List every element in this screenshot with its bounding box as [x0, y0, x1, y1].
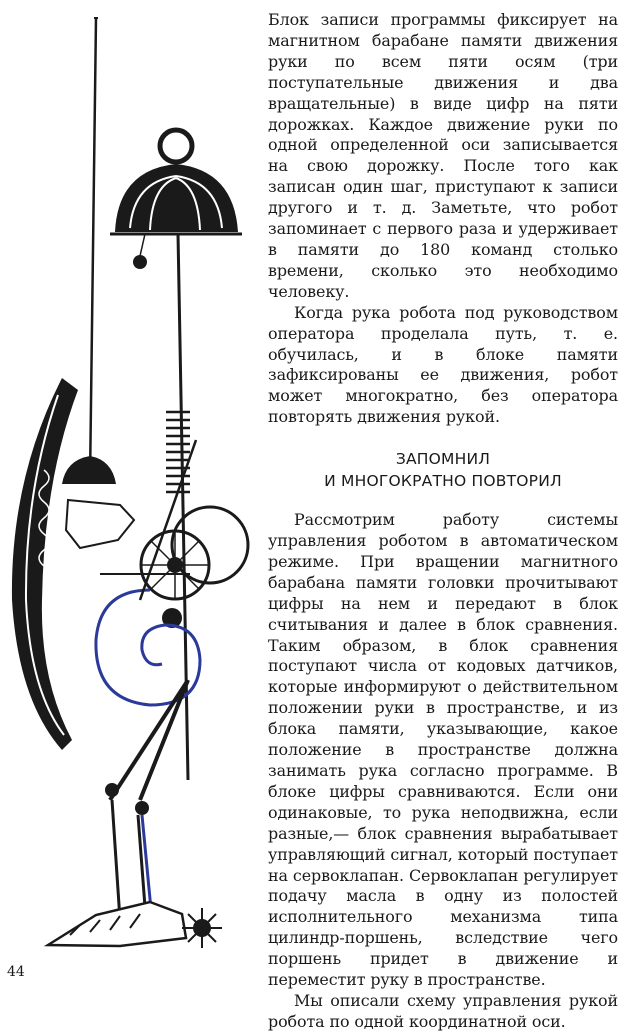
article-text	[268, 10, 618, 1033]
paragraph-program-recording: Блок записи программы фиксирует на магнитном барабане памяти движения руки по всем пяти осям (три поступательные движения и два вращательные) в виде цифр на пяти дорожках. Каждое движение руки по одной определенной оси записывается на свою дорожку. После того как записан один шаг, приступают к записи другого и т. д. Заметьте, что робот запоминает с первого раза и удерживает в памяти до 180 команд столько времени, сколько это необходимо человеку.	[268, 10, 618, 301]
spring	[166, 412, 190, 492]
bell-helmet	[115, 164, 238, 232]
section-heading	[268, 448, 618, 492]
lance	[90, 18, 96, 480]
robot-knight-illustration	[0, 0, 268, 965]
helmet-ring	[160, 130, 192, 162]
armored-boot	[48, 902, 186, 946]
heading-line-1: ЗАПОМНИЛ	[395, 450, 491, 469]
shield	[12, 378, 78, 750]
paragraph-robot-learning: Когда рука робота под руководством оператора проделала путь, т. е. обучилась, и в блоке памяти зафиксированы ее движения, робот может многократно, без оператора повторять движения рукой.	[268, 302, 618, 427]
page-number: 44	[7, 964, 25, 980]
paragraph-control-scheme: Мы описали схему управления рукой робота по одной координатной оси.	[268, 990, 618, 1031]
paragraph-automatic-mode: Рассмотрим работу системы управления роботом в автоматическом режиме. При вращении магнитного барабана памяти головки прочитывают цифры на нем и передают в блок считывания и далее в блок сравнения. Таким образом, в блок сравнения поступают числа от кодовых датчиков, которые информируют о действительном положении руки в пространстве, и из блока памяти, указывающие, какое положение в пространстве должна занимать рука согласно программе. В блоке цифры сравниваются. Если они одинаковые, то рука неподвижна, если разные,— блок сравнения вырабатывает управляющий сигнал, который поступает на сервоклапан. Сервоклапан регулирует подачу масла в одну из полостей исполнительного механизма типа цилиндр-поршень, вследствие чего поршень придет в движение и переместит руку в пространстве.	[268, 510, 618, 990]
heading-line-2: И МНОГОКРАТНО ПОВТОРИЛ	[324, 472, 562, 491]
gauntlet-hand	[66, 500, 134, 548]
